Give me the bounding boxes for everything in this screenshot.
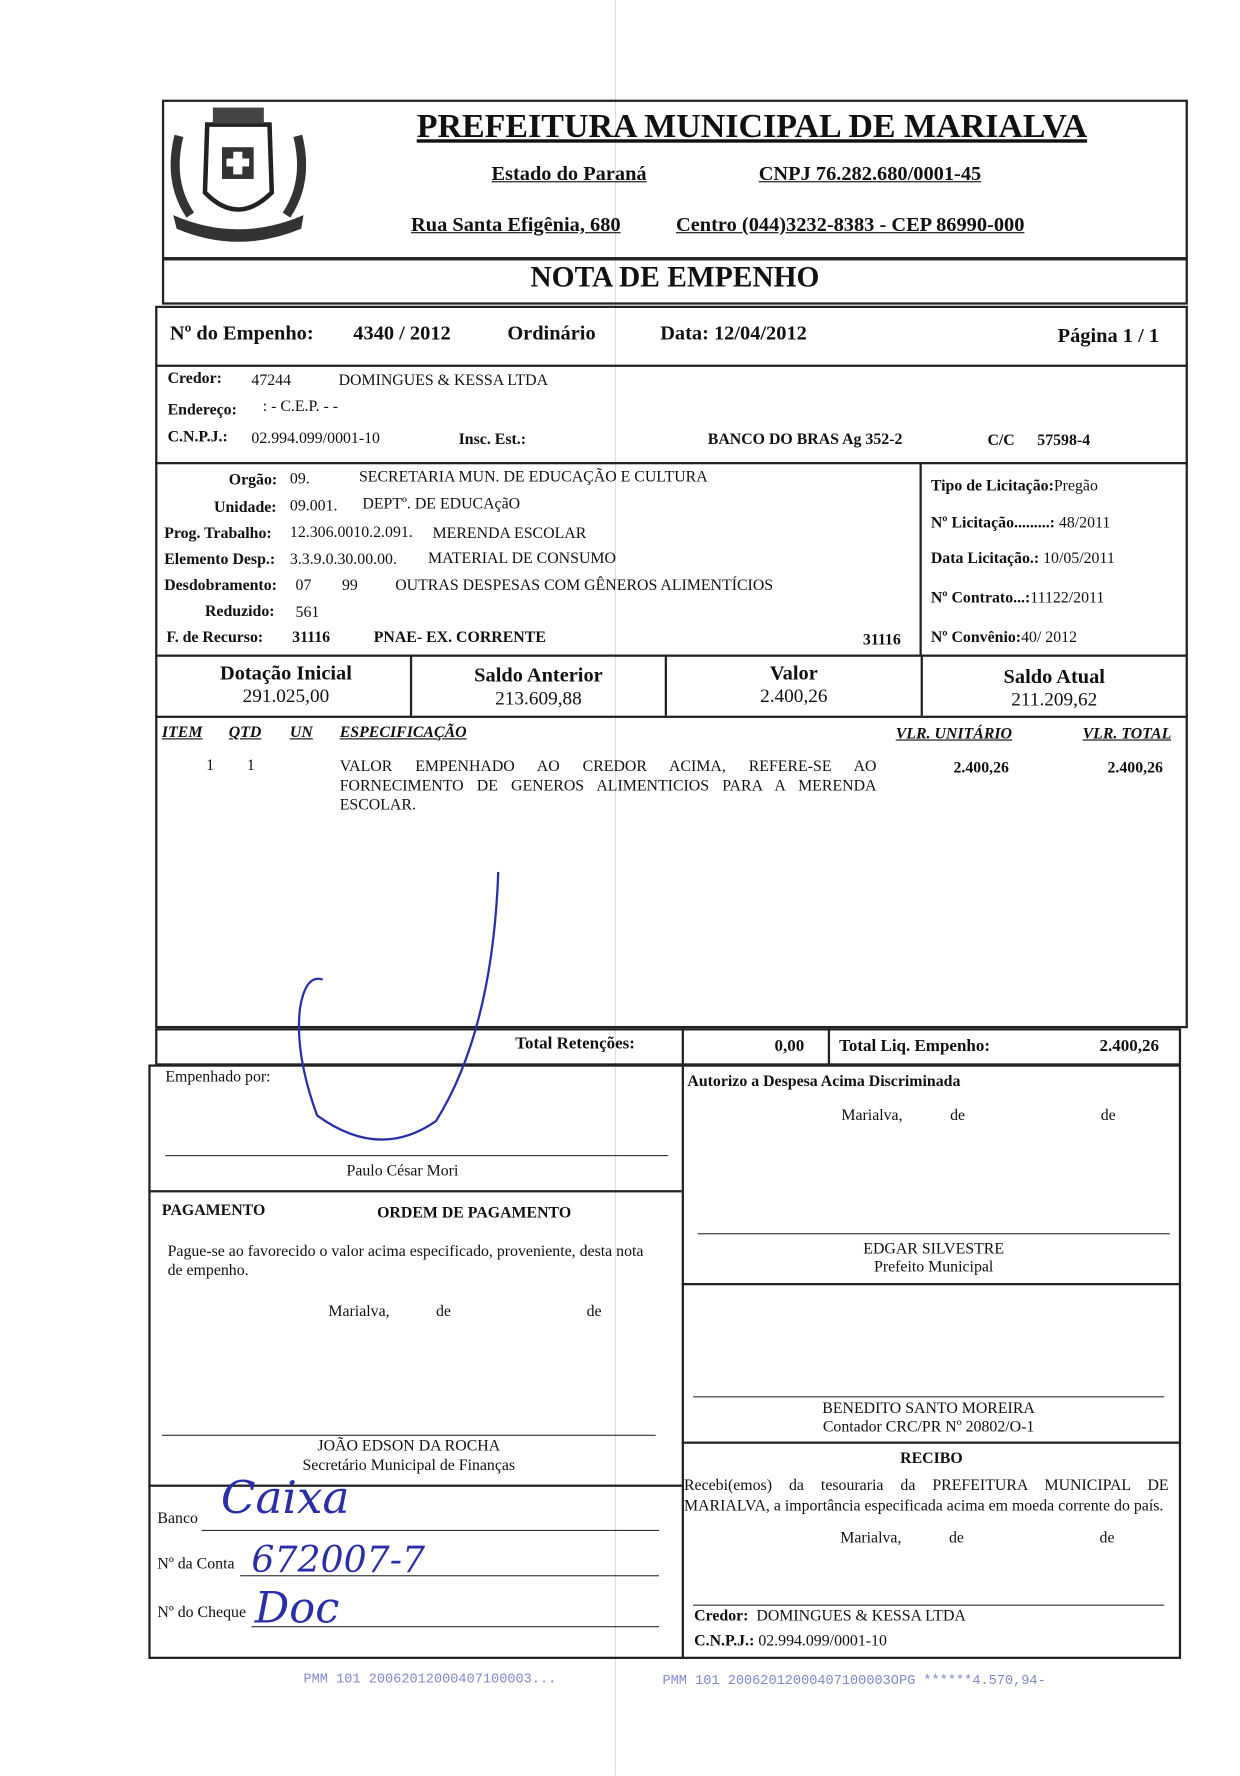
field-line bbox=[251, 1626, 659, 1627]
autorizo-city: Marialva, bbox=[841, 1107, 903, 1125]
conta-label: Nº da Conta bbox=[157, 1555, 235, 1573]
header-state: Estado do Paraná bbox=[491, 161, 647, 185]
autorizo-de: de bbox=[950, 1107, 966, 1125]
credor-label: Credor: bbox=[167, 370, 222, 388]
header-cnpj: CNPJ 76.282.680/0001-45 bbox=[758, 161, 982, 185]
licitacao-label: Nº Licitação.........: bbox=[930, 515, 1055, 533]
signature-line bbox=[162, 1435, 656, 1436]
dotacao-value: 291.025,00 bbox=[242, 685, 330, 707]
unidade-code: 09.001. bbox=[289, 498, 338, 516]
tipo-licitacao: Pregão bbox=[1053, 477, 1098, 495]
valor-value: 2.400,26 bbox=[760, 685, 828, 707]
col-item: ITEM bbox=[161, 724, 203, 742]
data-licitacao: 10/05/2011 bbox=[1043, 550, 1115, 568]
saldo-anterior-value: 213.609,88 bbox=[495, 687, 582, 709]
header-title: PREFEITURA MUNICIPAL DE MARIALVA bbox=[416, 107, 1088, 145]
cnpj-value: 02.994.099/0001-10 bbox=[251, 430, 380, 448]
col-qtd: QTD bbox=[228, 724, 262, 742]
pagamento-text: Pague-se ao favorecido o valor acima especificado, proveniente, desta nota de empenho. bbox=[167, 1243, 644, 1280]
prefeito-name: EDGAR SILVESTRE bbox=[863, 1241, 1005, 1259]
empenhado-label: Empenhado por: bbox=[165, 1068, 271, 1086]
desdobramento-name: OUTRAS DESPESAS COM GÊNEROS ALIMENTÍCIOS bbox=[395, 577, 774, 595]
orgao-name: SECRETARIA MUN. DE EDUCAÇÃO E CULTURA bbox=[358, 468, 708, 486]
pagamento-de: de bbox=[435, 1303, 451, 1321]
valor-label: Valor bbox=[769, 661, 818, 684]
recibo-cnpj-label: C.N.P.J.: bbox=[694, 1632, 755, 1650]
desdobramento-code2: 99 bbox=[341, 577, 358, 595]
signature-line bbox=[165, 1155, 668, 1156]
autorizo-de: de bbox=[1100, 1107, 1116, 1125]
item-number: 1 bbox=[206, 757, 215, 775]
fonte-name: PNAE- EX. CORRENTE bbox=[373, 629, 546, 647]
bank-stamp-left: PMM 101 20062012000407100003... bbox=[303, 1671, 557, 1688]
liq-empenho-value: 2.400,26 bbox=[1099, 1037, 1160, 1056]
empenho-date: Data: 12/04/2012 bbox=[660, 321, 807, 345]
empenho-label: Nº do Empenho: bbox=[169, 321, 314, 345]
item-spec: VALOR EMPENHADO AO CREDOR ACIMA, REFERE-SE AO FORNECIMENTO DE GENEROS ALIMENTICIOS PARA A MERENDA ESCOLAR. bbox=[339, 758, 877, 815]
secretario-role: Secretário Municipal de Finanças bbox=[302, 1457, 516, 1475]
convenio-number: 40/ 2012 bbox=[1021, 629, 1078, 647]
convenio-label: Nº Convênio: bbox=[930, 629, 1022, 647]
divider bbox=[682, 1064, 684, 1659]
data-licitacao-label: Data Licitação.: bbox=[930, 550, 1040, 568]
pagamento-label: PAGAMENTO bbox=[161, 1202, 266, 1220]
pagamento-de: de bbox=[586, 1303, 602, 1321]
col-spec: ESPECIFICAÇÃO bbox=[339, 724, 467, 742]
prog-code: 12.306.0010.2.091. bbox=[289, 524, 413, 542]
signature-line bbox=[693, 1605, 1164, 1606]
item-unit-value: 2.400,26 bbox=[953, 759, 1009, 777]
fonte-code-right: 31116 bbox=[862, 631, 901, 649]
cc-value: 57598-4 bbox=[1037, 432, 1091, 450]
bank: BANCO DO BRAS Ag 352-2 bbox=[707, 431, 903, 449]
recibo-text: Recebi(emos) da tesouraria da PREFEITURA MUNICIPAL DE MARIALVA, a importância especificada acima em moeda corrente do país. bbox=[683, 1477, 1169, 1516]
prog-name: MERENDA ESCOLAR bbox=[432, 525, 587, 543]
autorizo-label: Autorizo a Despesa Acima Discriminada bbox=[687, 1073, 961, 1091]
desdobramento-code: 07 bbox=[295, 577, 312, 595]
cnpj-label: C.N.P.J.: bbox=[167, 429, 228, 447]
bank-stamp-right: PMM 101 20062012000407100003OPG ******4.570,94- bbox=[662, 1672, 1046, 1689]
empenhado-name: Paulo César Mori bbox=[346, 1162, 459, 1180]
retencoes-value: 0,00 bbox=[774, 1037, 805, 1056]
contrato-label: Nº Contrato...: bbox=[930, 589, 1031, 607]
cheque-handwritten: Doc bbox=[254, 1583, 340, 1633]
cheque-label: Nº do Cheque bbox=[157, 1604, 246, 1622]
banco-label: Banco bbox=[157, 1510, 198, 1528]
divider bbox=[682, 1442, 1181, 1444]
desdobramento-label: Desdobramento: bbox=[164, 577, 277, 595]
col-total-value: VLR. TOTAL bbox=[1082, 725, 1172, 743]
recibo-city: Marialva, bbox=[840, 1529, 902, 1547]
divider bbox=[148, 1190, 681, 1192]
reduzido-value: 561 bbox=[295, 604, 320, 622]
col-unit-value: VLR. UNITÁRIO bbox=[895, 725, 1013, 743]
signature-line bbox=[693, 1396, 1164, 1397]
elemento-code: 3.3.9.0.30.00.00. bbox=[289, 551, 397, 569]
item-qtd: 1 bbox=[246, 757, 255, 775]
recibo-title: RECIBO bbox=[900, 1450, 963, 1468]
contador-role: Contador CRC/PR Nº 20802/O-1 bbox=[822, 1418, 1035, 1436]
page-number: Página 1 / 1 bbox=[1057, 323, 1160, 347]
liq-empenho-label: Total Liq. Empenho: bbox=[839, 1037, 991, 1056]
pagamento-city: Marialva, bbox=[328, 1303, 390, 1321]
col-un: UN bbox=[289, 724, 313, 742]
saldo-atual-label: Saldo Atual bbox=[1003, 664, 1105, 688]
banco-handwritten: Caixa bbox=[220, 1472, 350, 1525]
prefeito-role: Prefeito Municipal bbox=[874, 1259, 994, 1277]
header-contact: Centro (044)3232-8383 - CEP 86990-000 bbox=[676, 212, 1025, 236]
fonte-code: 31116 bbox=[292, 629, 331, 647]
insc-label: Insc. Est.: bbox=[458, 431, 527, 449]
recibo-credor-label: Credor: bbox=[694, 1608, 749, 1625]
municipal-seal-icon bbox=[168, 102, 310, 249]
signature-scribble bbox=[289, 725, 515, 1155]
item-total-value: 2.400,26 bbox=[1107, 759, 1163, 777]
divider bbox=[828, 1028, 830, 1065]
saldo-atual-value: 211.209,62 bbox=[1011, 688, 1098, 711]
empenho-type: Ordinário bbox=[507, 321, 596, 345]
recibo-de: de bbox=[948, 1529, 964, 1547]
prog-label: Prog. Trabalho: bbox=[164, 525, 272, 543]
empenho-number: 4340 / 2012 bbox=[353, 321, 451, 345]
contrato-number: 11122/2011 bbox=[1030, 589, 1105, 607]
cc-label: C/C bbox=[987, 432, 1015, 450]
divider bbox=[682, 1283, 1181, 1285]
header-address: Rua Santa Efigênia, 680 bbox=[411, 212, 621, 236]
recibo-de: de bbox=[1099, 1529, 1115, 1547]
saldo-anterior-label: Saldo Anterior bbox=[474, 663, 603, 687]
contador-name: BENEDITO SANTO MOREIRA bbox=[822, 1400, 1035, 1418]
divider bbox=[682, 1028, 684, 1065]
recibo-cnpj: 02.994.099/0001-10 bbox=[758, 1632, 887, 1650]
elemento-name: MATERIAL DE CONSUMO bbox=[428, 550, 616, 568]
address-label: Endereço: bbox=[167, 402, 237, 419]
field-line bbox=[240, 1575, 659, 1576]
elemento-label: Elemento Desp.: bbox=[164, 551, 276, 569]
divider bbox=[920, 462, 922, 655]
divider bbox=[155, 655, 1188, 657]
unidade-name: DEPTº. DE EDUCAçãO bbox=[362, 495, 521, 513]
recibo-credor: DOMINGUES & KESSA LTDA bbox=[756, 1608, 966, 1625]
divider bbox=[155, 716, 1188, 718]
licitacao-number: 48/2011 bbox=[1058, 515, 1111, 533]
ordem-pagamento-label: ORDEM DE PAGAMENTO bbox=[377, 1204, 572, 1222]
signature-line bbox=[698, 1233, 1170, 1234]
orgao-label: Orgão: bbox=[228, 472, 278, 490]
reduzido-label: Reduzido: bbox=[204, 603, 275, 621]
field-line bbox=[202, 1530, 659, 1531]
fonte-label: F. de Recurso: bbox=[166, 629, 264, 647]
unidade-label: Unidade: bbox=[214, 499, 277, 517]
doc-title: NOTA DE EMPENHO bbox=[530, 260, 820, 294]
retencoes-label: Total Retenções: bbox=[515, 1035, 635, 1054]
secretario-name: JOÃO EDSON DA ROCHA bbox=[317, 1438, 501, 1456]
divider bbox=[155, 462, 1188, 464]
dotacao-label: Dotação Inicial bbox=[219, 661, 352, 684]
conta-handwritten: 672007-7 bbox=[251, 1537, 426, 1581]
tipo-licitacao-label: Tipo de Licitação: bbox=[930, 477, 1054, 495]
credor-name: DOMINGUES & KESSA LTDA bbox=[338, 372, 549, 390]
credor-code: 47244 bbox=[251, 372, 292, 390]
address-value: : - C.E.P. - - bbox=[262, 398, 339, 416]
divider bbox=[155, 365, 1188, 367]
orgao-code: 09. bbox=[289, 471, 310, 489]
